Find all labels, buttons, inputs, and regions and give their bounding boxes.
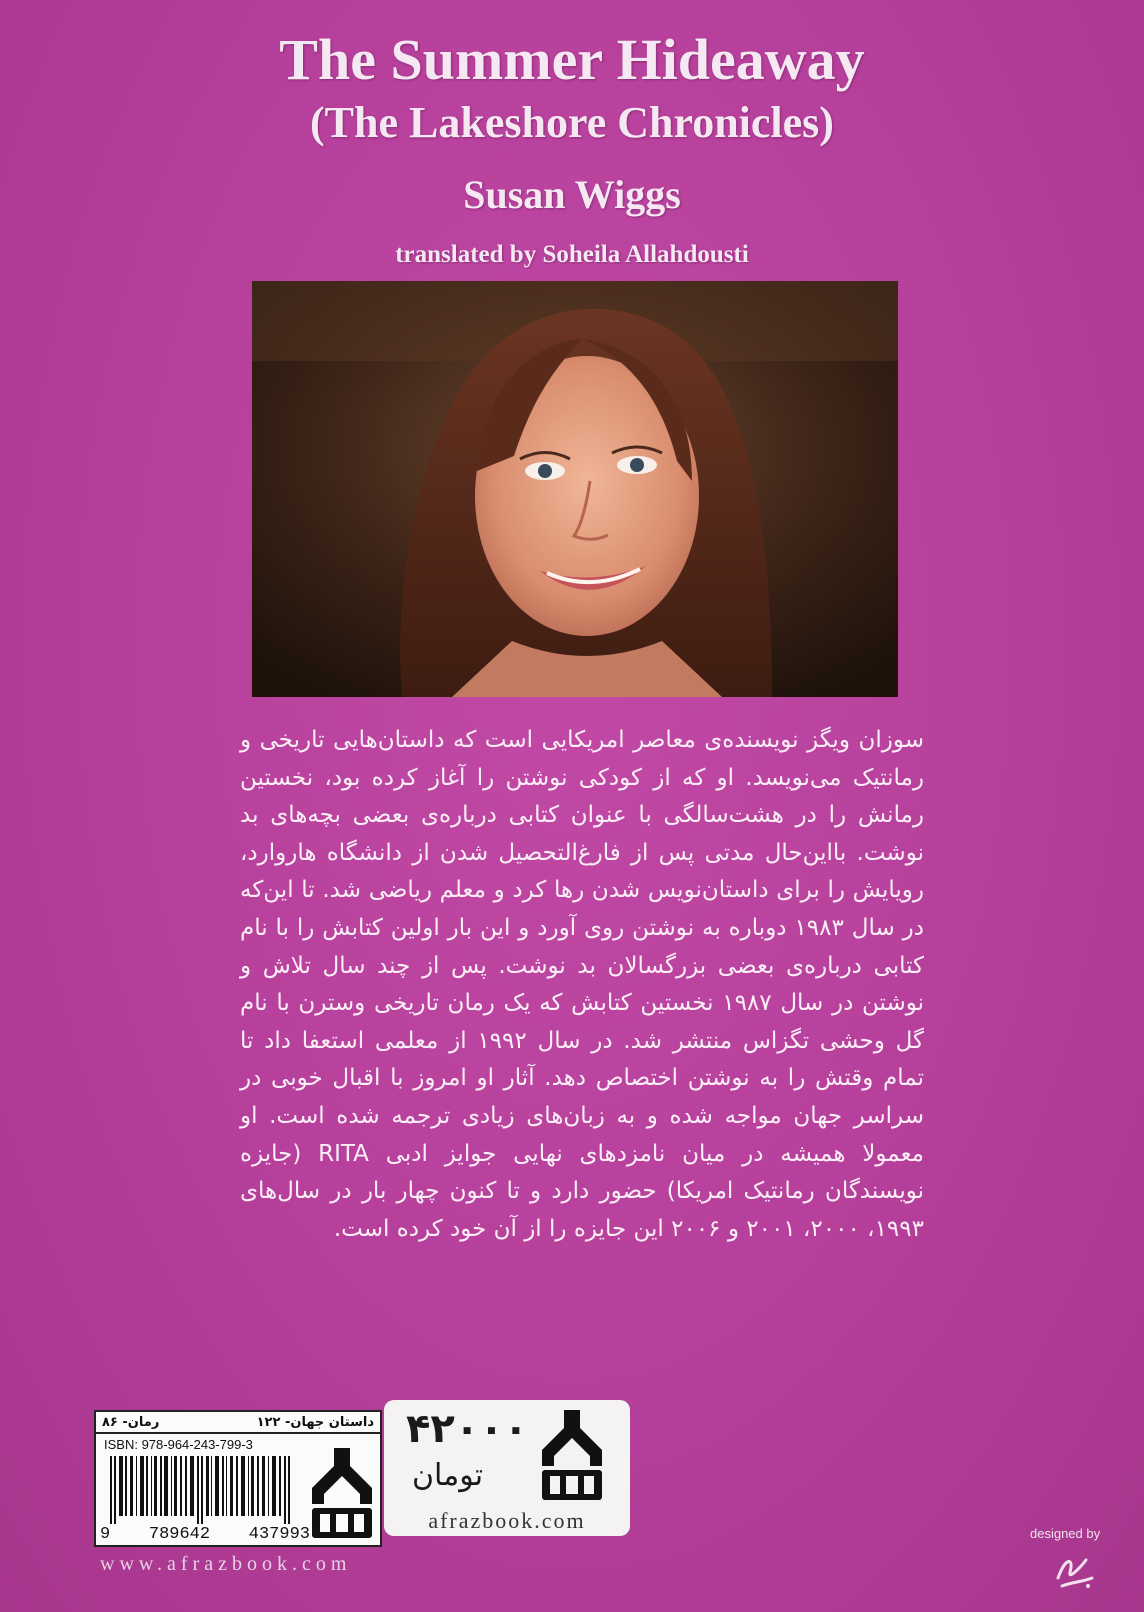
publisher-website: www.afrazbook.com	[100, 1553, 352, 1575]
publisher-url-sticker: afrazbook.com	[428, 1508, 586, 1533]
afraz-logo-icon	[534, 1410, 610, 1502]
designer-signature-icon	[1052, 1548, 1096, 1592]
price-amount: ۴۲۰۰۰	[406, 1406, 529, 1452]
price-sticker	[384, 1400, 630, 1536]
price-currency: تومان	[412, 1458, 484, 1493]
series-number-label: داستان جهان- ۱۲۲	[256, 1414, 374, 1430]
barcode-panel	[94, 1410, 382, 1547]
author-photo	[252, 281, 898, 697]
afraz-logo-icon	[308, 1448, 376, 1540]
author-biography: سوزان ویگز نویسنده‌ی معاصر امریکایی است که داستان‌هایی تاریخی و رمانتیک می‌نویسد. او که از کودکی نوشتن را آغاز کرده بود، نخستین رمانش را در هشت‌سالگی با عنوان کتابی درباره‌ی بعضی بچه‌های بد نوشت. بااین‌حال مدتی پس از فارغ‌التحصیل شدن از دانشگاه هاروارد، رویایش را برای داستان‌نویس شدن رها کرد و معلم ریاضی شد. تا این‌که در سال ۱۹۸۳ دوباره به نوشتن روی آورد و این بار اولین کتابش را با نام کتابی درباره‌ی بعضی بزرگسالان بد نوشت. پس از چند سال تلاش و نوشتن در سال ۱۹۸۷ نخستین کتابش که یک رمان تاریخی وسترن با نام گل وحشی تگزاس منتشر شد. در سال ۱۹۹۲ از معلمی استعفا داد تا تمام وقتش را به نوشتن اختصاص دهد. آثار او امروز با اقبال خوبی در سراسر جهان مواجه شده و به زبان‌های زیادی ترجمه شده است. او معمولا همیشه در میان نامزدهای نهایی جوایز ادبی RITA (جایزه نویسندگان رمانتیک امریکا) حضور دارد و تا کنون چهار بار در سال‌های ۱۹۹۳، ۲۰۰۰، ۲۰۰۱ و ۲۰۰۶ این جایزه را از آن خود کرده است.	[240, 727, 925, 1242]
author-name: Susan Wiggs	[463, 172, 681, 217]
barcode-bars	[102, 1456, 302, 1524]
genre-number-label: رمان- ۸۶	[102, 1414, 160, 1430]
book-title: The Summer Hideaway	[279, 27, 865, 92]
designer-credit-label: designed by	[1030, 1526, 1101, 1541]
series-title: (The Lakeshore Chronicles)	[310, 98, 834, 147]
isbn-text: ISBN: 978-964-243-799-3	[104, 1437, 253, 1452]
barcode-digit-group: 9	[100, 1525, 111, 1544]
translator-credit: translated by Soheila Allahdousti	[395, 241, 749, 268]
barcode-digit-group: 789642	[148, 1525, 211, 1544]
barcode-digit-group: 437993	[248, 1525, 310, 1544]
barcode-header	[96, 1412, 380, 1434]
barcode-digits	[100, 1525, 310, 1544]
